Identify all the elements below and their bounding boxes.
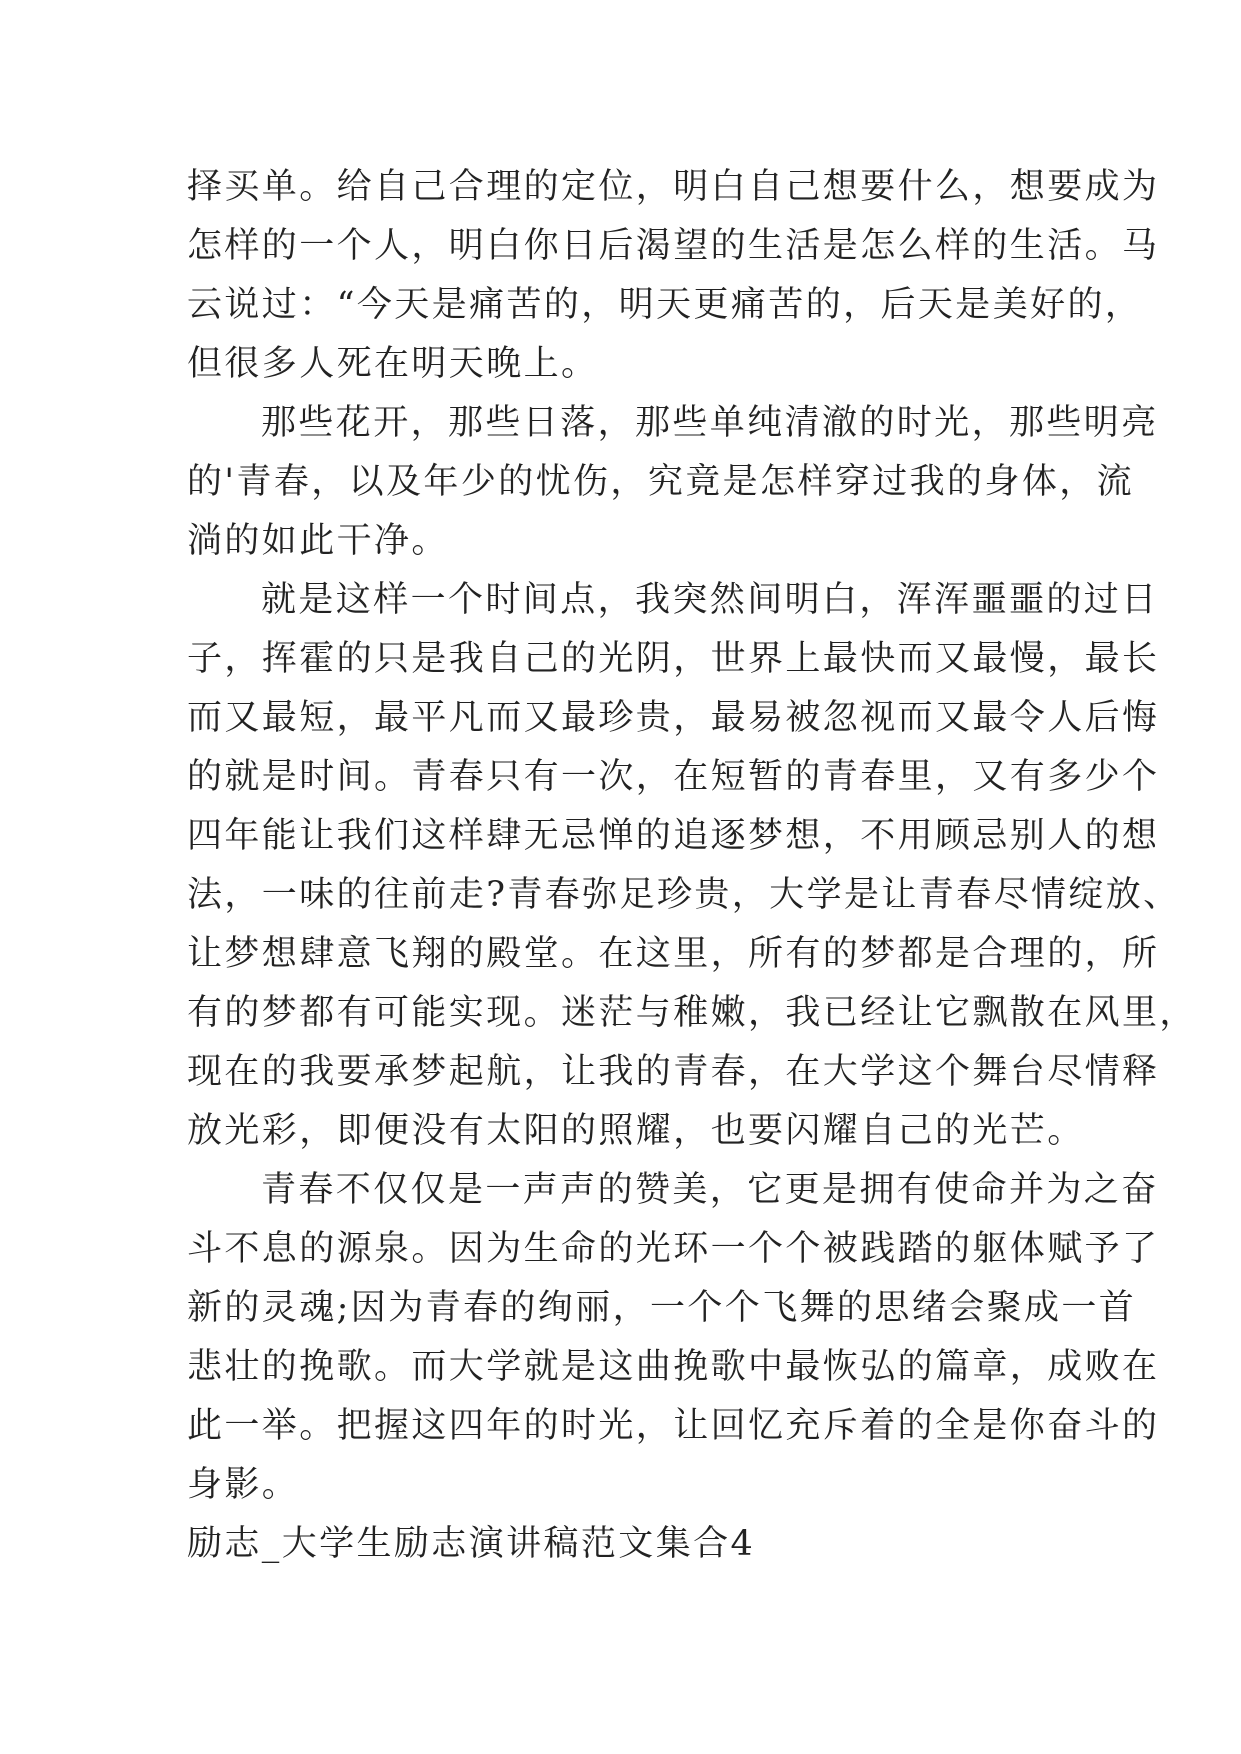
- text-line: 让梦想肆意飞翔的殿堂。在这里，所有的梦都是合理的，所: [187, 934, 1160, 974]
- text-line: 现在的我要承梦起航，让我的青春，在大学这个舞台尽情释: [187, 1052, 1160, 1092]
- text-line: 子，挥霍的只是我自己的光阴，世界上最快而又最慢，最长: [187, 639, 1160, 679]
- paragraph-p-time: [187, 571, 1197, 1161]
- text-line: 有的梦都有可能实现。迷茫与稚嫩，我已经让它飘散在风里，: [187, 993, 1197, 1033]
- text-line: 身影。: [187, 1465, 300, 1505]
- text-line: 此一举。把握这四年的时光，让回忆充斥着的全是你奋斗的: [187, 1406, 1160, 1446]
- text-line: 的就是时间。青春只有一次，在短暂的青春里，又有多少个: [187, 757, 1160, 797]
- text-line: 的'青春，以及年少的忧伤，究竟是怎样穿过我的身体，流: [187, 462, 1135, 502]
- section-heading: 励志_大学生励志演讲稿范文集合4: [187, 1524, 756, 1564]
- text-line: 云说过：“今天是痛苦的，明天更痛苦的，后天是美好的，: [187, 285, 1143, 325]
- text-line: 放光彩，即便没有太阳的照耀，也要闪耀自己的光芒。: [187, 1111, 1085, 1151]
- document-body: [187, 158, 1197, 1574]
- text-line: 怎样的一个人，明白你日后渴望的生活是怎么样的生活。马: [187, 226, 1160, 266]
- text-line: 斗不息的源泉。因为生命的光环一个个被践踏的躯体赋予了: [187, 1229, 1160, 1269]
- text-line: 淌的如此干净。: [187, 521, 449, 561]
- paragraph-p-continued: [187, 158, 1160, 394]
- text-line: 但很多人死在明天晚上。: [187, 344, 599, 384]
- text-line: 法，一味的往前走?青春弥足珍贵，大学是让青春尽情绽放、: [187, 875, 1181, 915]
- text-line: 新的灵魂;因为青春的绚丽，一个个飞舞的思绪会聚成一首: [187, 1288, 1137, 1328]
- text-line: 择买单。给自己合理的定位，明白自己想要什么，想要成为: [187, 167, 1160, 207]
- paragraph-p-flowers: [187, 394, 1159, 571]
- text-line: 四年能让我们这样肆无忌惮的追逐梦想，不用顾忌别人的想: [187, 816, 1160, 856]
- text-line: 那些花开，那些日落，那些单纯清澈的时光，那些明亮: [261, 403, 1159, 443]
- text-line: 而又最短，最平凡而又最珍贵，最易被忽视而又最令人后悔: [187, 698, 1160, 738]
- text-line: 就是这样一个时间点，我突然间明白，浑浑噩噩的过日: [261, 580, 1159, 620]
- text-line: 悲壮的挽歌。而大学就是这曲挽歌中最恢弘的篇章，成败在: [187, 1347, 1160, 1387]
- text-line: 青春不仅仅是一声声的赞美，它更是拥有使命并为之奋: [261, 1170, 1159, 1210]
- paragraph-p-youth: [187, 1161, 1160, 1515]
